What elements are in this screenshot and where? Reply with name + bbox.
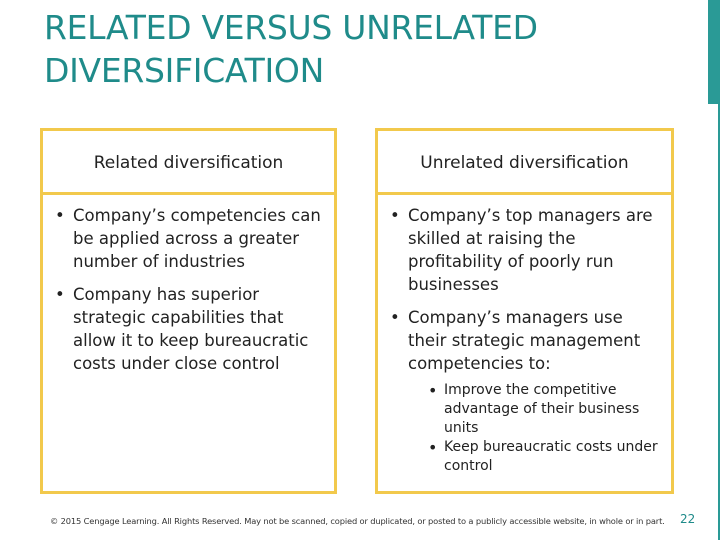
unrelated-sub-bullet-2: • Keep bureaucratic costs under control (428, 438, 661, 476)
related-bullet-list (43, 204, 334, 375)
page-number: 22 (680, 512, 696, 526)
related-bullet-1: • Company’s competencies can be applied across a greater number of industries (55, 204, 324, 273)
side-accent-bar (708, 0, 720, 104)
related-header-box (40, 128, 337, 195)
copyright-footer: © 2015 Cengage Learning. All Rights Reserved. May not be scanned, copied or duplicated, or posted to a publicly accessible website, in whole or in part. (50, 516, 665, 526)
unrelated-bullet-1: • Company’s top managers are skilled at raising the profitability of poorly run businesses (390, 204, 661, 296)
unrelated-bullet-2-text: Company’s managers use their strategic management competencies to: (408, 308, 641, 373)
related-bullet-2: • Company has superior strategic capabilities that allow it to keep bureaucratic costs under close control (55, 283, 324, 375)
unrelated-header: Unrelated diversification (420, 152, 629, 173)
unrelated-header-box (375, 128, 674, 195)
unrelated-body-box (375, 192, 674, 494)
unrelated-bullet-2 (390, 306, 661, 476)
slide-title: RELATED VERSUS UNRELATED DIVERSIFICATION (44, 8, 538, 90)
unrelated-sub-list (428, 381, 661, 476)
related-header: Related diversification (93, 152, 284, 173)
related-body-box (40, 192, 337, 494)
unrelated-sub-bullet-1: • Improve the competitive advantage of their business units (428, 381, 661, 438)
unrelated-bullet-list (378, 204, 671, 476)
